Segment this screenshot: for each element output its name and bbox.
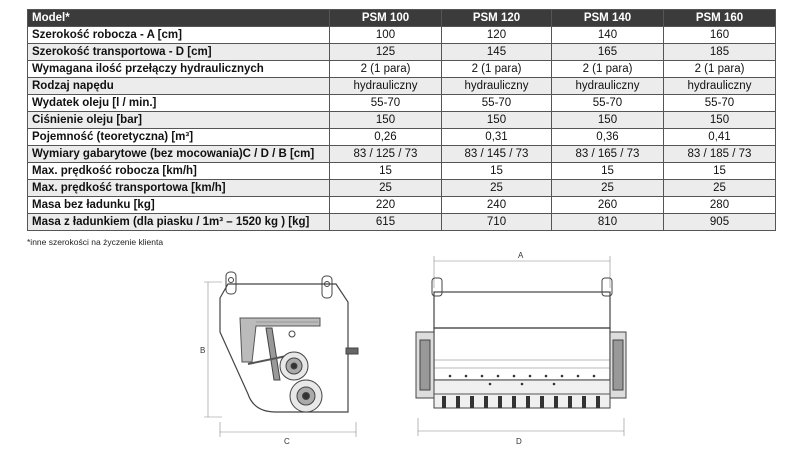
row-value: 55-70 xyxy=(442,95,552,112)
row-value: 0,36 xyxy=(552,129,664,146)
row-value: 0,41 xyxy=(664,129,776,146)
row-value: 83 / 165 / 73 xyxy=(552,146,664,163)
row-value: 120 xyxy=(442,27,552,44)
row-value: 810 xyxy=(552,214,664,231)
row-value: 150 xyxy=(442,112,552,129)
row-value: 25 xyxy=(552,180,664,197)
table-row xyxy=(28,78,776,95)
row-label: Pojemność (teoretyczna) [m³] xyxy=(28,129,330,146)
row-value: 0,31 xyxy=(442,129,552,146)
row-value: 2 (1 para) xyxy=(330,61,442,78)
row-value: 25 xyxy=(664,180,776,197)
row-value: 100 xyxy=(330,27,442,44)
row-value: 160 xyxy=(664,27,776,44)
row-label: Max. prędkość transportowa [km/h] xyxy=(28,180,330,197)
row-value: 83 / 125 / 73 xyxy=(330,146,442,163)
row-value: hydrauliczny xyxy=(664,78,776,95)
row-value: 125 xyxy=(330,44,442,61)
row-value: 0,26 xyxy=(330,129,442,146)
table-body xyxy=(28,27,776,231)
row-value: 83 / 145 / 73 xyxy=(442,146,552,163)
row-value: 145 xyxy=(442,44,552,61)
label-a: A xyxy=(518,251,524,260)
row-value: 260 xyxy=(552,197,664,214)
table-row xyxy=(28,112,776,129)
row-value: 15 xyxy=(664,163,776,180)
row-value: 165 xyxy=(552,44,664,61)
row-label: Max. prędkość robocza [km/h] xyxy=(28,163,330,180)
label-b: B xyxy=(200,346,206,355)
side-view-drawing xyxy=(196,262,386,452)
row-value: 150 xyxy=(552,112,664,129)
row-value: 240 xyxy=(442,197,552,214)
table-row xyxy=(28,214,776,231)
row-value: 2 (1 para) xyxy=(552,61,664,78)
row-value: 2 (1 para) xyxy=(442,61,552,78)
row-value: 25 xyxy=(442,180,552,197)
row-label: Rodzaj napędu xyxy=(28,78,330,95)
header-model: Model* xyxy=(28,10,330,27)
table-row xyxy=(28,61,776,78)
footnote: *inne szerokości na życzenie klienta xyxy=(27,237,164,247)
row-label: Masa z ładunkiem (dla piasku / 1m³ – 1520 kg ) [kg] xyxy=(28,214,330,231)
row-label: Ciśnienie oleju [bar] xyxy=(28,112,330,129)
table-row xyxy=(28,146,776,163)
row-value: 55-70 xyxy=(552,95,664,112)
row-label: Szerokość robocza - A [cm] xyxy=(28,27,330,44)
row-value: 55-70 xyxy=(664,95,776,112)
row-value: 15 xyxy=(330,163,442,180)
row-value: 710 xyxy=(442,214,552,231)
row-value: 615 xyxy=(330,214,442,231)
row-value: 220 xyxy=(330,197,442,214)
row-value: 55-70 xyxy=(330,95,442,112)
row-value: 15 xyxy=(442,163,552,180)
row-value: 185 xyxy=(664,44,776,61)
row-value: hydrauliczny xyxy=(442,78,552,95)
row-label: Wymagana ilość przełączy hydraulicznych xyxy=(28,61,330,78)
row-label: Szerokość transportowa - D [cm] xyxy=(28,44,330,61)
row-value: 83 / 185 / 73 xyxy=(664,146,776,163)
row-value: 150 xyxy=(330,112,442,129)
table-row xyxy=(28,129,776,146)
table-row xyxy=(28,197,776,214)
header-psm-120: PSM 120 xyxy=(442,10,552,27)
header-psm-160: PSM 160 xyxy=(664,10,776,27)
table-row xyxy=(28,95,776,112)
front-view-drawing xyxy=(404,248,636,452)
label-d: D xyxy=(516,437,522,446)
row-value: 25 xyxy=(330,180,442,197)
row-value: 905 xyxy=(664,214,776,231)
row-value: 2 (1 para) xyxy=(664,61,776,78)
label-c: C xyxy=(284,437,290,446)
row-value: hydrauliczny xyxy=(552,78,664,95)
table-row xyxy=(28,163,776,180)
table-header-row xyxy=(28,10,776,27)
header-psm-140: PSM 140 xyxy=(552,10,664,27)
row-label: Wymiary gabarytowe (bez mocowania)C / D / B [cm] xyxy=(28,146,330,163)
row-value: 280 xyxy=(664,197,776,214)
row-label: Masa bez ładunku [kg] xyxy=(28,197,330,214)
table-row xyxy=(28,180,776,197)
row-value: 15 xyxy=(552,163,664,180)
row-label: Wydatek oleju [l / min.] xyxy=(28,95,330,112)
row-value: 140 xyxy=(552,27,664,44)
row-value: hydrauliczny xyxy=(330,78,442,95)
header-psm-100: PSM 100 xyxy=(330,10,442,27)
spec-table xyxy=(27,9,776,231)
table-row xyxy=(28,27,776,44)
row-value: 150 xyxy=(664,112,776,129)
table-row xyxy=(28,44,776,61)
